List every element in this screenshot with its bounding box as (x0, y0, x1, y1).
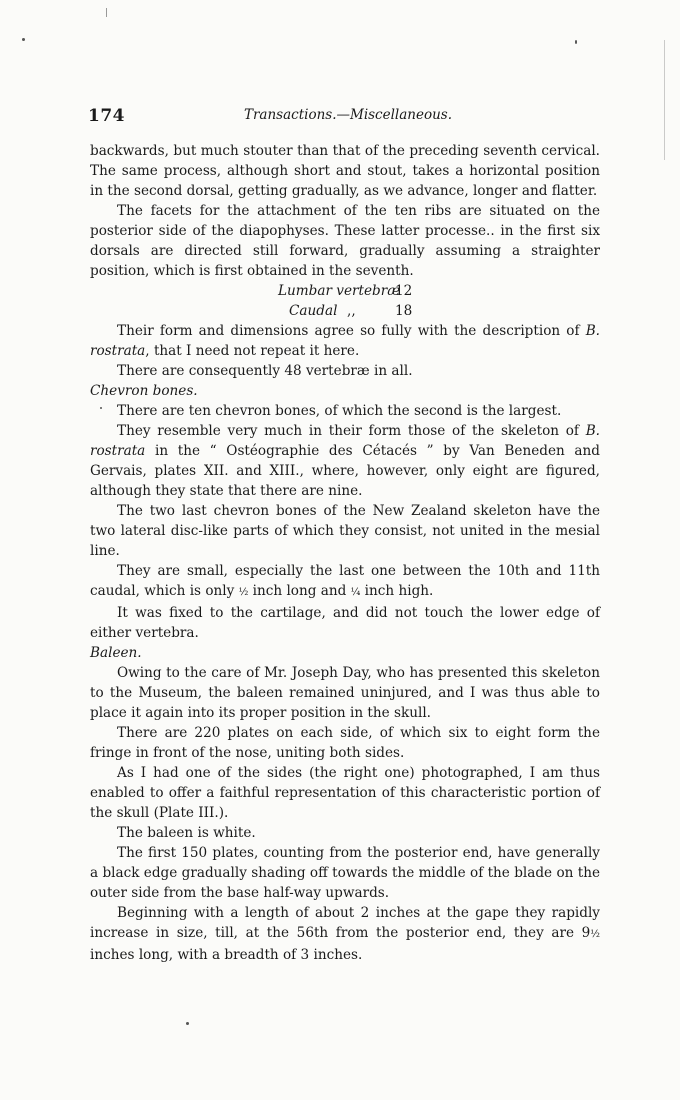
paragraph-6-text-a: They resemble very much in their form those of the skeleton of (117, 423, 586, 439)
species-name: B. rostrata (90, 423, 600, 459)
page-number: 174 (88, 106, 125, 126)
paragraph-6 (90, 421, 600, 501)
paragraph-13: The baleen is white. (117, 825, 256, 841)
paragraph-9: It was fixed to the cartilage, and did not touch the lower edge of either vertebra. (90, 605, 600, 641)
scan-speck (100, 407, 102, 409)
fraction-half: ½ (238, 587, 249, 598)
caudal-ditto: ,, (347, 303, 356, 319)
paragraph-15-text-a: Beginning with a length of about 2 inches at the gape they rapidly increase in size, till, at the 56th from the posterior end, they are 9 (90, 905, 600, 941)
right-edge-mark (664, 40, 665, 160)
paragraph-3-text-b: , that I need not repeat it here. (145, 343, 360, 359)
top-edge-mark (106, 8, 107, 17)
caudal-row (90, 301, 600, 321)
species-name: B. rostrata (90, 323, 600, 359)
running-head: Transactions.—Miscellaneous. (243, 107, 453, 123)
paragraph-8-text-b: inch long and (248, 583, 351, 599)
heading-baleen: Baleen. (90, 645, 142, 661)
paragraph-3 (90, 321, 600, 361)
lumbar-count: 12 (395, 283, 413, 299)
paragraph-15 (90, 903, 600, 965)
paragraph-15-text-b: inches long, with a breadth of 3 inches. (90, 947, 363, 963)
paragraph-6-text-b: in the “ Ostéographie des Cétacés ” by Van Beneden and Gervais, plates XII. and XIII., where, however, only eight are figured, although they state that there are nine. (90, 443, 600, 499)
page-body (90, 141, 600, 965)
paragraph-8-text-a: They are small, especially the last one between the 10th and 11th caudal, which is only (90, 563, 600, 599)
scan-speck (186, 1022, 189, 1025)
heading-chevron-bones: Chevron bones. (90, 383, 198, 399)
paragraph-1: backwards, but much stouter than that of the preceding seventh cervical. The same process, although short and stout, takes a horizontal position in the second dorsal, getting gradually, as we advance, longer and flatter. (90, 143, 600, 199)
paragraph-5: There are ten chevron bones, of which the second is the largest. (117, 403, 562, 419)
paragraph-3-text-a: Their form and dimensions agree so fully with the description of (117, 323, 586, 339)
scan-speck (22, 38, 25, 41)
caudal-count: 18 (395, 303, 413, 319)
paragraph-8 (90, 561, 600, 603)
paragraph-12: As I had one of the sides (the right one) photographed, I am thus enabled to offer a faithful representation of this characteristic portion of the skull (Plate III.). (90, 765, 600, 821)
page-header (88, 104, 608, 128)
fraction-half: ½ (590, 929, 600, 940)
lumbar-label: Lumbar vertebræ (278, 283, 401, 299)
paragraph-11: There are 220 plates on each side, of which six to eight form the fringe in front of the nose, uniting both sides. (90, 725, 600, 761)
lumbar-row (90, 281, 600, 301)
scan-speck (575, 40, 577, 44)
fraction-quarter: ¼ (350, 587, 361, 598)
paragraph-8-text-c: inch high. (360, 583, 434, 599)
paragraph-10: Owing to the care of Mr. Joseph Day, who has presented this skeleton to the Museum, the baleen remained uninjured, and I was thus able to place it again into its proper position in the skull. (90, 665, 600, 721)
paragraph-2: The facets for the attachment of the ten ribs are situated on the posterior side of the diapophyses. These latter processe.. in the first six dorsals are directed still forward, gradually assuming a straighter position, which is first obtained in the seventh. (90, 203, 600, 279)
paragraph-14: The first 150 plates, counting from the posterior end, have generally a black edge gradually shading off towards the middle of the blade on the outer side from the base half-way upwards. (90, 845, 600, 901)
caudal-label: Caudal (289, 303, 338, 319)
paragraph-7: The two last chevron bones of the New Zealand skeleton have the two lateral disc-like parts of which they consist, not united in the mesial line. (90, 503, 600, 559)
paragraph-4: There are consequently 48 vertebræ in all. (117, 363, 413, 379)
